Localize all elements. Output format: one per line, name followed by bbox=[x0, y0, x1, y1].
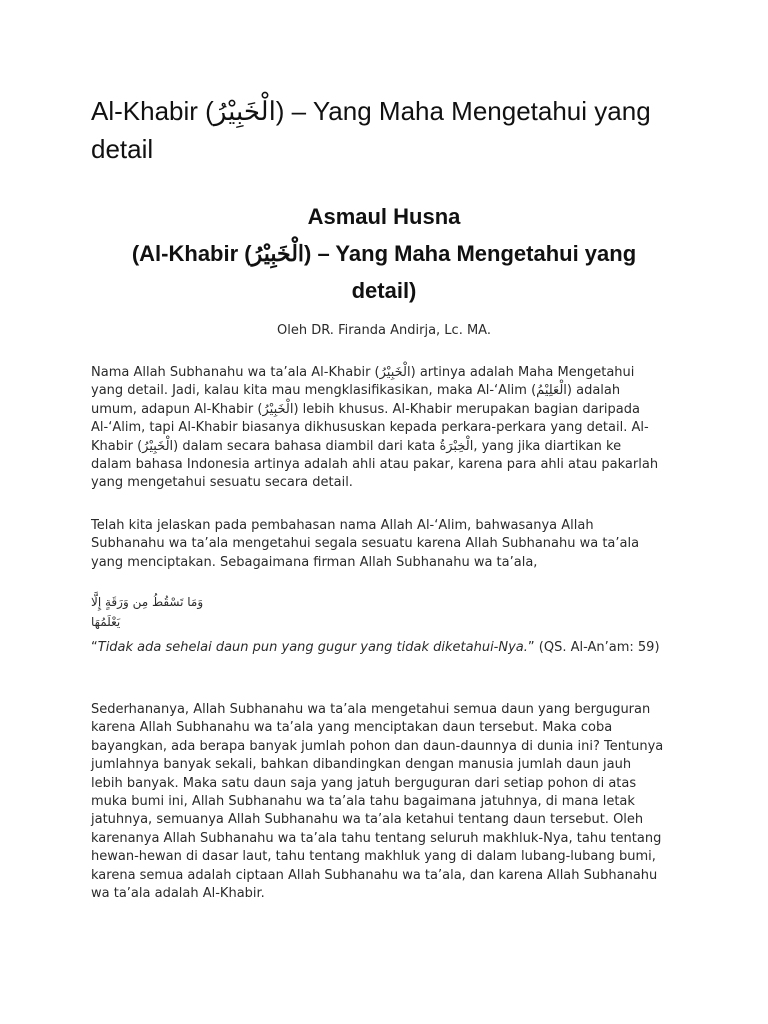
heading-line-2: (Al-Khabir (الْخَبِيْرُ) – Yang Maha Mengetahui yang bbox=[131, 241, 637, 266]
paragraph1-text-3: ) adalah umum, adapun Al-Khabir ( bbox=[91, 383, 621, 417]
arabic-term-al-khabir-3: الْخَبِيْرُ bbox=[142, 438, 174, 454]
paragraph1-text-2: ) artinya adalah Maha Mengetahui yang detail. Jadi, kalau kita mau mengklasifikasikan, maka Al-‘Alim ( bbox=[91, 365, 635, 399]
paragraph-context: Telah kita jelaskan pada pembahasan nama Allah Al-‘Alim, bahwasanya Allah Subhanahu wa ta’ala mengetahui segala sesuatu karena Allah Subhanahu wa ta’ala yang menciptakan. Sebagaimana firman Allah Subhanahu wa ta’ala, bbox=[91, 518, 640, 570]
paragraph-definition bbox=[91, 364, 665, 493]
paragraph-explanation: Sederhananya, Allah Subhanahu wa ta’ala mengetahui semua daun yang berguguran karena Allah Subhanahu wa ta’ala yang menciptakan daun tersebut. Maka coba bayangkan, ada berapa banyak jumlah pohon dan daun-daunnya di dunia ini? Tentunya jumlahnya banyak sekali, bahkan dibandingkan dengan manusia jumlah daun jauh lebih banyak. Maka satu daun saja yang jatuh berguguran dari setiap pohon di atas muka bumi ini, Allah Subhanahu wa ta’ala tahu bagaimana jatuhnya, di mana letak jatuhnya, semuanya Allah Subhanahu wa ta’ala ketahui tentang daun tersebut. Oleh karenanya Allah Subhanahu wa ta’ala tahu tentang seluruh makhluk-Nya, tahu tentang hewan-hewan di dasar laut, tahu tentang makhluk yang di dalam lubang-lubang bumi, karena semua adalah ciptaan Allah Subhanahu wa ta’ala, dan karena Allah Subhanahu wa ta’ala adalah Al-Khabir. bbox=[91, 702, 664, 902]
author-byline: Oleh DR. Firanda Andirja, Lc. MA. bbox=[277, 323, 491, 338]
arabic-term-al-khabir-2: الْخَبِيْرُ bbox=[262, 401, 294, 417]
paragraph1-text-1: Nama Allah Subhanahu wa ta’ala Al-Khabir ( bbox=[91, 365, 380, 380]
verse-translation bbox=[91, 639, 665, 657]
document-title: Al-Khabir (الْخَبِيْرُ) – Yang Maha Mengetahui yang detail bbox=[91, 96, 651, 164]
heading-line-1: Asmaul Husna bbox=[307, 204, 461, 229]
paragraph1-text-4: ) lebih khusus. Al-Khabir merupakan bagian daripada Al-‘Alim, tapi Al-Khabir biasanya dikhususkan kepada perkara-perkara yang detail. Al-Khabir ( bbox=[91, 401, 649, 454]
paragraph1-text-6: , yang jika diartikan ke dalam bahasa Indonesia artinya adalah ahli atau pakar, karena para ahli atau pakarlah yang mengetahui sesuatu secara detail. bbox=[91, 438, 659, 491]
paragraph1-text-5: ) dalam secara bahasa diambil dari kata bbox=[173, 438, 440, 454]
arabic-term-al-khibrah: الْخِبْرَةُ bbox=[439, 438, 474, 454]
quote-text: Tidak ada sehelai daun pun yang gugur yang tidak diketahui-Nya. bbox=[97, 640, 528, 655]
quote-reference: (QS. Al-An’am: 59) bbox=[534, 640, 660, 655]
section-heading bbox=[80, 198, 688, 309]
quote-close-mark: ” bbox=[527, 640, 535, 655]
arabic-term-al-alim: الْعَلِيْمُ bbox=[536, 383, 567, 399]
arabic-term-al-khabir: الْخَبِيْرُ bbox=[379, 365, 411, 380]
heading-line-3: detail) bbox=[351, 278, 417, 303]
quran-verse-arabic: وَمَا تَسْقُطُ مِن وَرَقَةٍ إِلَّا يَعْلَمُهَا bbox=[91, 595, 204, 629]
quote-open-mark: “ bbox=[91, 640, 98, 655]
